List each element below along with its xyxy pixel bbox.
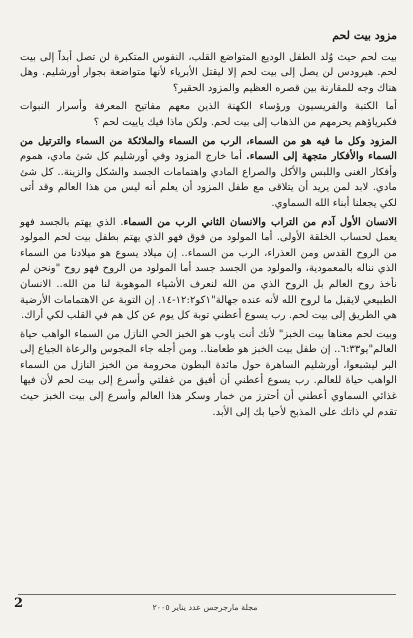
paragraph-3-bold: المزود وكل ما فيه هو من السماء، الرب من السماء والملائكة من السماء والترتيل من السماء والأفكار متجهة إلى السماء. <box>20 134 397 163</box>
footer-rule <box>18 594 396 595</box>
paragraph-4-rest: . الذي يهتم بالجسد فهو يعمل لحساب الخلقة الأولى. أما المولود من فوق فهو الذي يهتم بطفل بيت لحم المولود من الروح القدس ومن العذراء، الرب من السماء.. إن ميلاد يسوع هو ميلادنا من السماء الذي نناله بالمعمودية، والمولود من الجسد جسد أما المولود من الروح فهو روح "ونحن لم نأخذ روح العالم بل الروح الذي من الله لنعرف الأشياء الموهوبة لنا من الله.. الانسان الطبيعي لايقبل ما لروح الله لأنه عنده جهالة"١كو١٢:٢-١٤. إن التوبة عن الاهتمامات الأرضية هي الطريق إلى بيت لحم. رب يسوع أعطني توبة كل يوم عن كل هم في القلب لكي أراك. <box>20 216 398 322</box>
publication-footer: مجلة مارجرجس عدد يناير ٢٠٠٥ <box>152 603 258 612</box>
page-number: 2 <box>14 596 24 611</box>
paragraph-3 <box>20 134 397 212</box>
paragraph-1: بيت لحم حيث وُلد الطفل الوديع المتواضع القلب، النفوس المتكبرة لن تصل أبداً إلى بيت لحم. هيرودس لن يصل إلى بيت لحم إلا ليقتل الأبرياء لأنها متواضعة بجوار أورشليم. وهل هناك وجه للمقارنة بين قصره العظيم والمزود الحقير؟ <box>20 51 397 94</box>
paragraph-5: وبيت لحم معناها بيت الخبز" لأنك أنت ياوب هو الخبز الحي النازل من السماء الواهب حياة العالم"يو٦:٣٣.. إن طفل بيت الخبز هو طعامنا.. ومن أجله جاء المجوس والرعاة الجياع إلى البر ليشبعوا، أورشليم الساهرة حول مائدة البطون محرومة من الخبز النازل من السماء الواهب حياة للعالم. رب يسوع أعطني أن أفيق من غفلتي وأسرع إلى بيت لحم لأن فيها غذائي السماوي أعطني أن أحترز من خمار وسكر هذا العالم وأسرع إلى بيت الخبز حيث تقدم لي ذاتك على المذبح لأحيا بك إلى الأبد. <box>20 328 397 418</box>
paragraph-4 <box>20 215 397 324</box>
paragraph-4-bold: الانسان الأول آدم من التراب والانسان الثاني الرب من السماء <box>123 215 397 228</box>
article-body <box>20 28 397 423</box>
paragraph-3-rest: أما خارج المزود وفي أورشليم كل شئ مادي، هموم وأفكار الغنى واللبس والأكل والصراع المادي واهتمامات الجسد والشكل والزينة.. كل شئ مادي. لابد لمن يريد أن يتلاقى مع طفل المزود أن يعلم أنه ليس من هذا العالم وقد أتى لكي يجعلنا أبناء الله السماوي. <box>20 151 397 209</box>
article-title: مزود بيت لحم <box>332 29 397 42</box>
paragraph-2: أما الكتبة والفريسيون ورؤساء الكهنة الذين معهم مفاتيح المعرفة وأسرار النبوات فكبرياؤهم يحرمهم من الذهاب إلى بيت لحم. ولكن ماذا فيك ياييت لحم ؟ <box>20 101 397 128</box>
